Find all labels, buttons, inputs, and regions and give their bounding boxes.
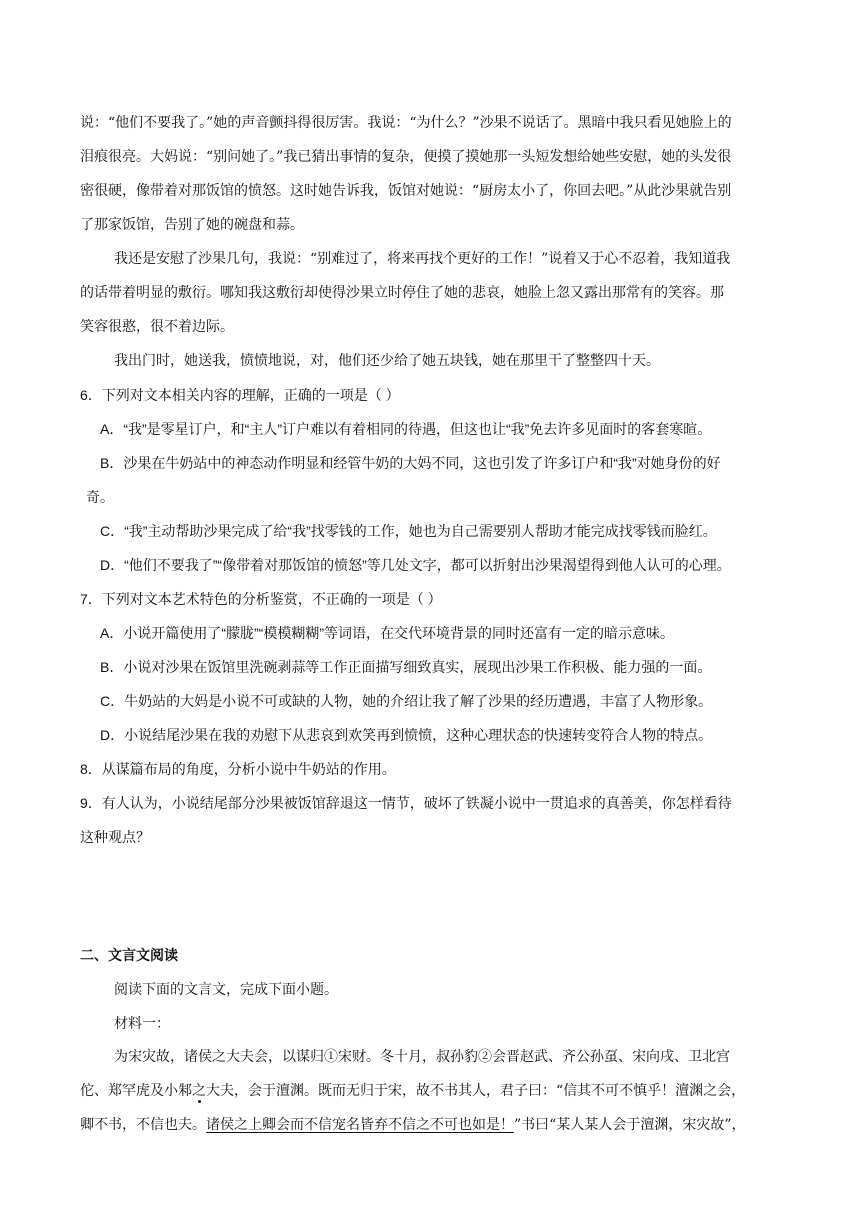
classical-text-line xyxy=(80,1108,785,1142)
text-line: 我还是安慰了沙果几句，我说：“别难过了，将来再找个更好的工作！”说着又于心不忍着，我知道我 xyxy=(114,251,731,267)
option-b-continued: 奇。 xyxy=(86,489,114,505)
text-line: 的话带着明显的敷衍。哪知我这敷衍却使得沙果立时停住了她的悲哀，她脸上忽又露出那常有的笑容。那 xyxy=(80,285,724,301)
story-paragraph-2 xyxy=(80,242,785,344)
text-line: 说：“他们不要我了。”她的声音颤抖得很厉害。我说：“为什么？”沙果不说话了。黑暗中我只看见她脸上的 xyxy=(80,115,732,131)
section-heading: 二、文言文阅读 xyxy=(80,947,178,963)
option-d: D．小说结尾沙果在我的劝慰下从悲哀到欢笑再到愤愤，这种心理状态的快速转变符合人物的特点。 xyxy=(100,727,713,743)
option-b: B．小说对沙果在饭馆里洗碗剥蒜等工作正面描写细致真实，展现出沙果工作积极、能力强的一面。 xyxy=(100,659,712,675)
document-page xyxy=(80,106,785,1142)
text-line: 泪痕很亮。大妈说：“别问她了。”我已猜出事情的复杂，便摸了摸她那一头短发想给她些安慰，她的头发很 xyxy=(80,149,732,165)
text-span: 大夫，会于澶渊。既而无归于宋，故不书其人，君子曰：“信其不可不慎乎！澶渊之会， xyxy=(206,1083,746,1099)
question-stem: 6．下列对文本相关内容的理解，正确的一项是（ ） xyxy=(80,387,400,403)
section-intro: 阅读下面的文言文，完成下面小题。 xyxy=(114,981,338,997)
text-span: ”书曰“某人某人会于澶渊，宋灾故”， xyxy=(514,1117,746,1133)
blank-answer-space xyxy=(80,854,785,938)
question-stem-continued: 这种观点？ xyxy=(80,829,150,845)
text-span: 佗、郑罕虎及小邾 xyxy=(80,1083,192,1099)
text-line: 了那家饭馆，告别了她的碗盘和蒜。 xyxy=(80,217,304,233)
classical-text-line: 为宋灾故，诸侯之大夫会，以谋归①宋财。冬十月，叔孙豹②会晋赵武、齐公孙虿、宋向戌、卫北宫 xyxy=(114,1049,730,1065)
question-6 xyxy=(80,378,785,582)
option-b: B．沙果在牛奶站中的神态动作明显和经管牛奶的大妈不同，这也引发了许多订户和“我”对她身份的好 xyxy=(100,455,721,471)
option-c: C．“我”主动帮助沙果完成了给“我”找零钱的工作，她也为自己需要别人帮助才能完成找零钱而脸红。 xyxy=(100,523,717,539)
story-paragraph-3: 我出门时，她送我，愤愤地说，对，他们还少给了她五块钱，她在那里干了整整四十天。 xyxy=(114,353,660,369)
question-8: 8．从谋篇布局的角度，分析小说中牛奶站的作用。 xyxy=(80,761,396,777)
option-d: D．“他们不要我了”“像带着对那饭馆的愤怒”等几处文字，都可以折射出沙果渴望得到他人认可的心理。 xyxy=(100,557,731,573)
underlined-sentence: 诸侯之上卿会而不信宠名皆弃不信之不可也如是！ xyxy=(206,1117,514,1133)
option-a: A．“我”是零星订户，和“主人”订户难以有着相同的待遇，但这也让“我”免去许多见面时的客套寒暄。 xyxy=(100,421,712,437)
question-stem: 7．下列对文本艺术特色的分析鉴赏，不正确的一项是（ ） xyxy=(80,591,442,607)
material-label: 材料一： xyxy=(114,1015,170,1031)
section-classical-chinese xyxy=(80,938,785,1142)
option-c: C．牛奶站的大妈是小说不可或缺的人物，她的介绍让我了解了沙果的经历遭遇，丰富了人物形象。 xyxy=(100,693,713,709)
option-a: A．小说开篇使用了“朦胧”“模模糊糊”等词语，在交代环境背景的同时还富有一定的暗示意味。 xyxy=(100,625,674,641)
text-line: 密很硬，像带着对那饭馆的愤怒。这时她告诉我，饭馆对她说：“厨房太小了，你回去吧。”从此沙果就告别 xyxy=(80,183,732,199)
question-stem: 9．有人认为，小说结尾部分沙果被饭馆辞退这一情节，破坏了铁凝小说中一贯追求的真善美，你怎样看待 xyxy=(80,795,732,811)
question-9 xyxy=(80,786,785,854)
classical-text-line xyxy=(80,1074,785,1108)
story-paragraph-1 xyxy=(80,106,785,242)
emphasis-dot-char: 之 xyxy=(192,1083,206,1099)
question-7 xyxy=(80,582,785,752)
text-span: 卿不书，不信也夫。 xyxy=(80,1117,206,1133)
text-line: 笑容很憨，很不着边际。 xyxy=(80,319,234,335)
